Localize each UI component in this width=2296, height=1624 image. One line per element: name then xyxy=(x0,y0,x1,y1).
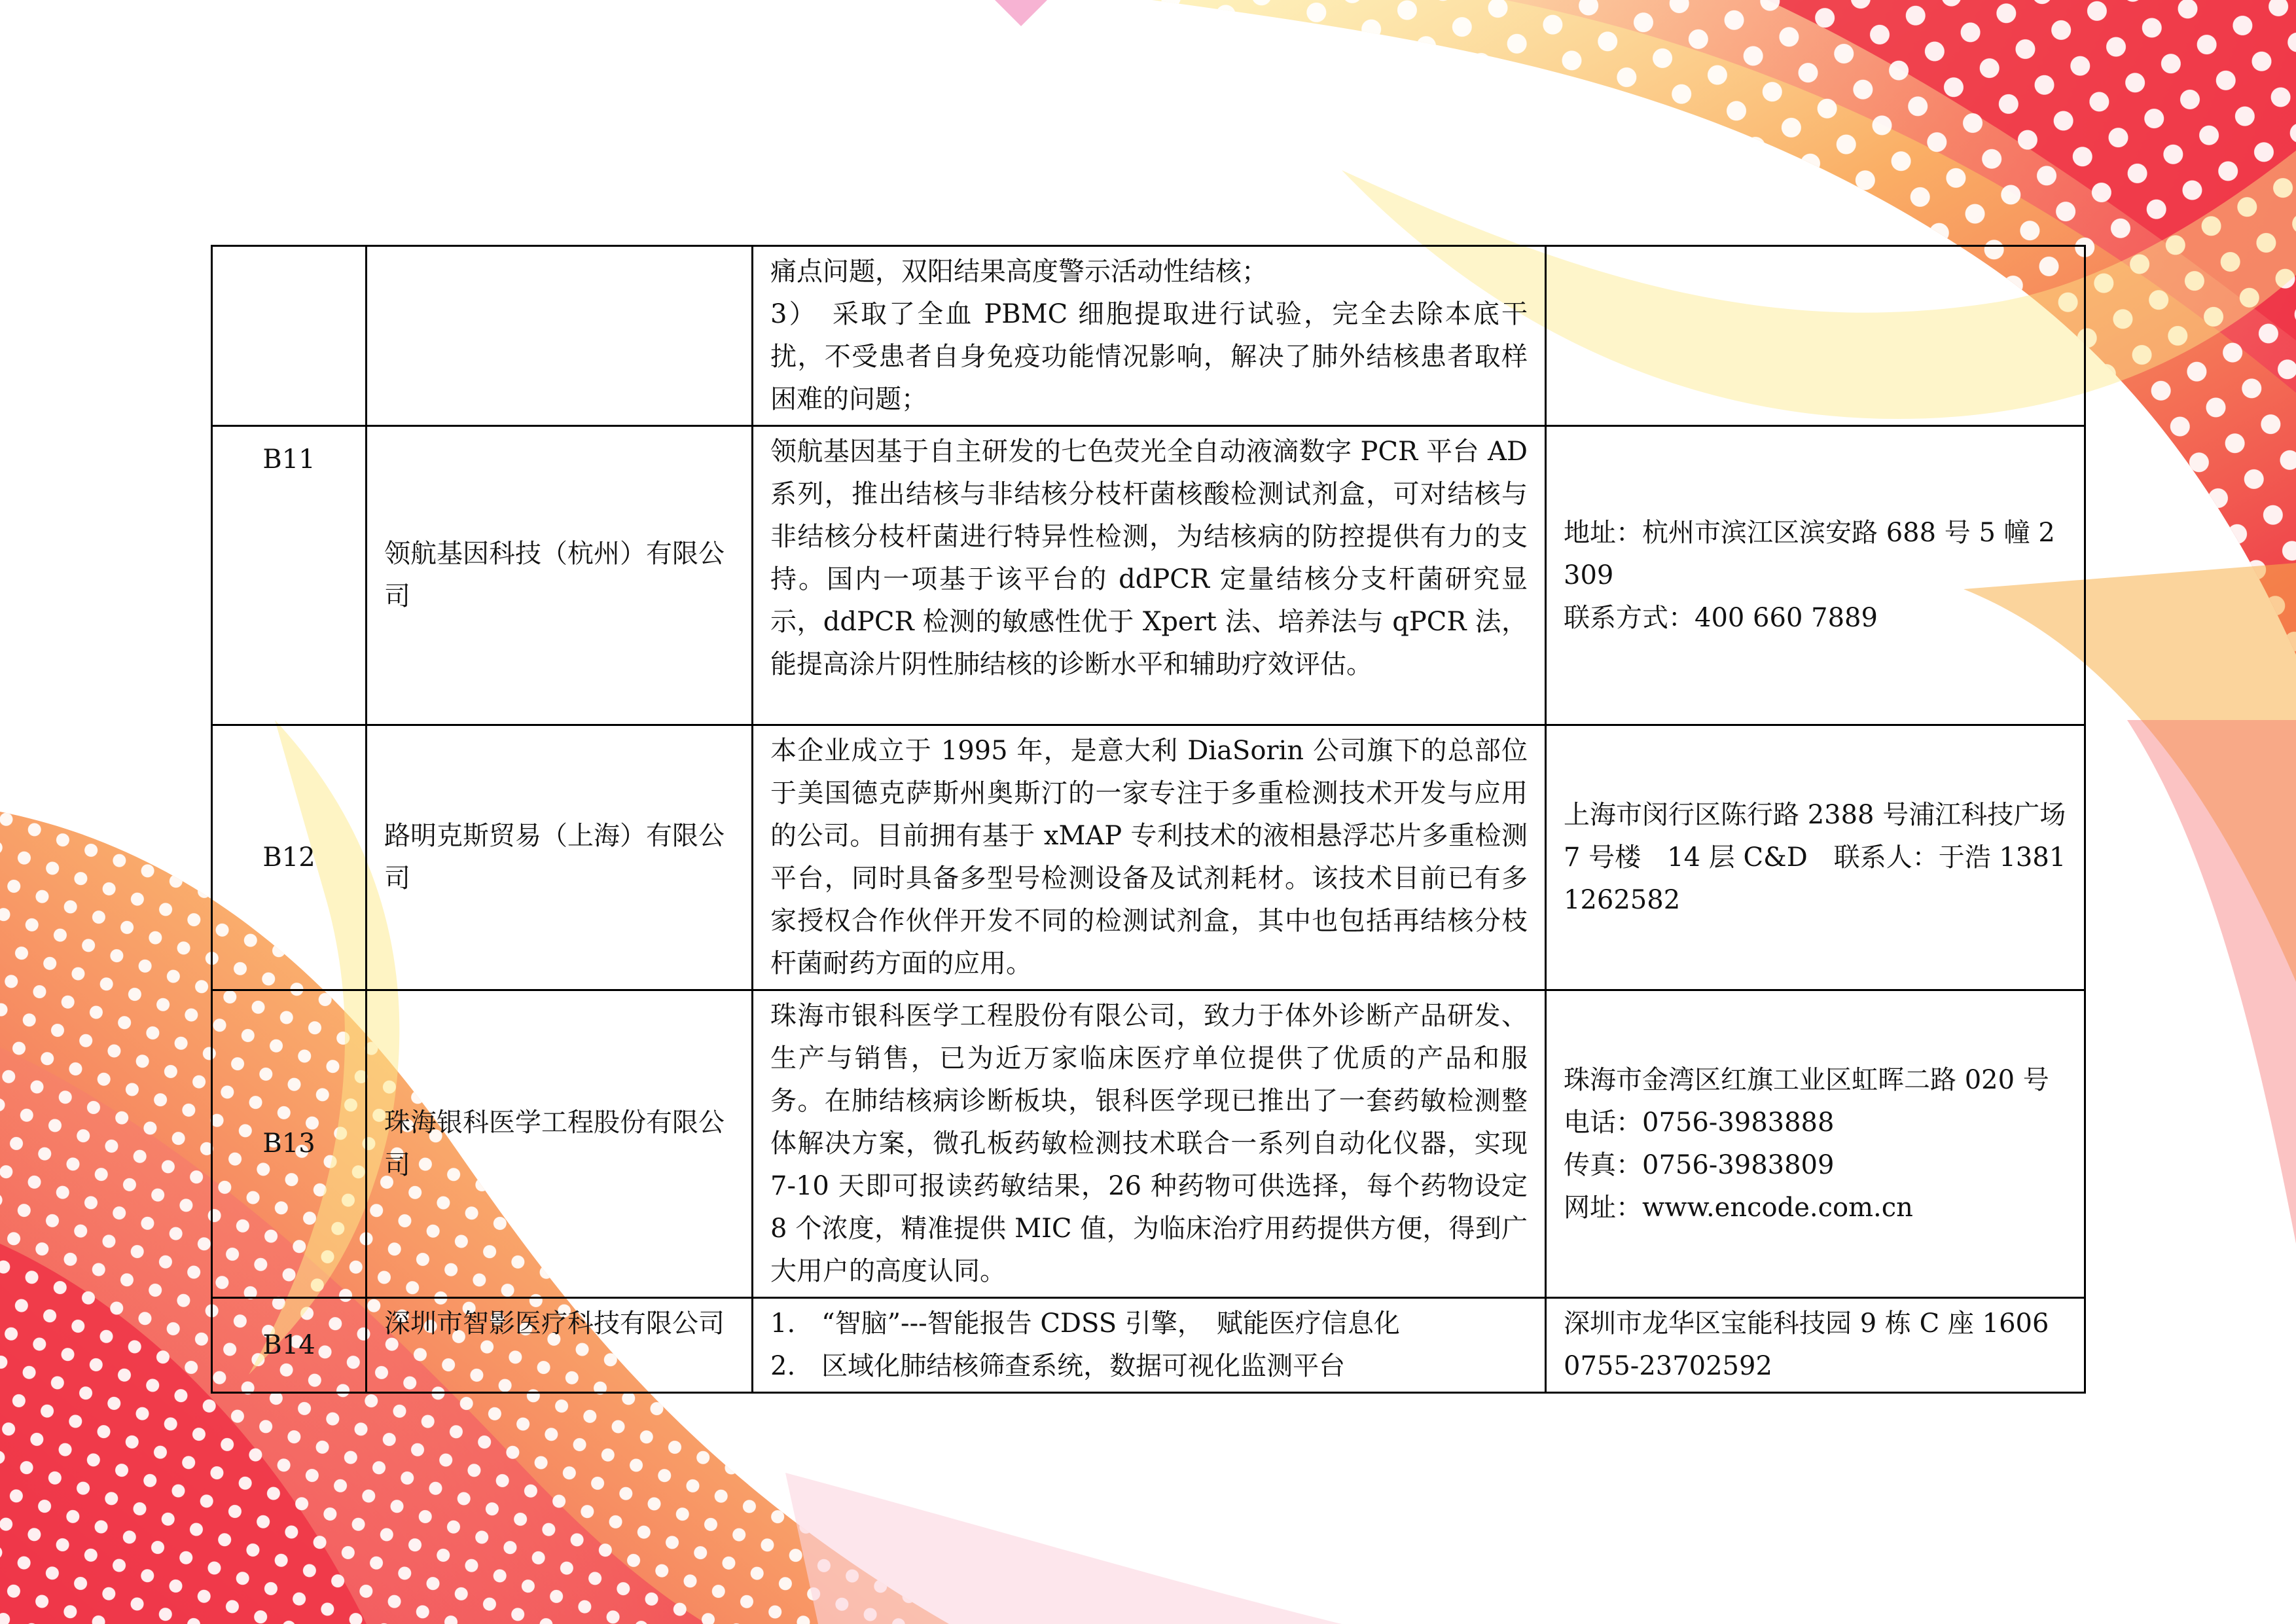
contact-address: 深圳市龙华区宝能科技园 9 栋 C 座 1606 xyxy=(1564,1308,2049,1339)
description-cell xyxy=(753,990,1546,1298)
booth-number: B11 xyxy=(262,444,315,475)
contact-cell xyxy=(1546,246,2085,426)
contact-address: 珠海市金湾区红旗工业区虹晖二路 020 号 xyxy=(1564,1064,2049,1095)
booth-cell xyxy=(212,246,367,426)
booth-number: B14 xyxy=(262,1329,315,1360)
table-row xyxy=(212,426,2085,725)
contact-cell xyxy=(1546,426,2085,725)
booth-cell xyxy=(212,725,367,990)
company-cell xyxy=(367,246,753,426)
booth-cell xyxy=(212,426,367,725)
table-row xyxy=(212,1298,2085,1393)
description-text: 1. “智脑”---智能报告 CDSS 引擎， 赋能医疗信息化 xyxy=(770,1308,1400,1339)
booth-cell xyxy=(212,1298,367,1393)
description-text: 3） 采取了全血 PBMC 细胞提取进行试验，完全去除本底干扰，不受患者自身免疫功能情况影响，解决了肺外结核患者取样困难的问题； xyxy=(770,299,1528,414)
contact-cell xyxy=(1546,1298,2085,1393)
booth-number: B13 xyxy=(262,1128,315,1159)
contact-address: 地址：杭州市滨江区滨安路 688 号 5 幢 2309 xyxy=(1564,517,2055,590)
company-name: 深圳市智影医疗科技有限公司 xyxy=(384,1308,725,1339)
company-cell xyxy=(367,725,753,990)
booth-cell xyxy=(212,990,367,1298)
contact-website: 网址：www.encode.com.cn xyxy=(1564,1192,1913,1223)
table-row xyxy=(212,725,2085,990)
contact-phone: 电话：0756-3983888 xyxy=(1564,1107,1835,1138)
table-row xyxy=(212,246,2085,426)
description-cell xyxy=(753,1298,1546,1393)
description-text: 领航基因基于自主研发的七色荧光全自动液滴数字 PCR 平台 AD 系列，推出结核与非结核分枝杆菌核酸检测试剂盒，可对结核与非结核分枝杆菌进行特异性检测，为结核病的防控提供有力的支持。国内一项基于该平台的 ddPCR 定量结核分支杆菌研究显示，ddPCR 检测的敏感性优于 Xpert 法、培养法与 qPCR 法，能提高涂片阴性肺结核的诊断水平和辅助疗效评估。 xyxy=(770,437,1528,679)
description-cell xyxy=(753,246,1546,426)
table-row xyxy=(212,990,2085,1298)
contact-phone: 联系方式：400 660 7889 xyxy=(1564,602,1878,633)
company-name: 路明克斯贸易（上海）有限公司 xyxy=(384,821,725,893)
company-name: 领航基因科技（杭州）有限公司 xyxy=(384,539,725,611)
company-cell xyxy=(367,426,753,725)
description-text: 珠海市银科医学工程股份有限公司，致力于体外诊断产品研发、生产与销售，已为近万家临床医疗单位提供了优质的产品和服务。在肺结核病诊断板块，银科医学现已推出了一套药敏检测整体解决方案，微孔板药敏检测技术联合一系列自动化仪器，实现 7-10 天即可报读药敏结果，26 种药物可供选择，每个药物设定 8 个浓度，精准提供 MIC 值，为临床治疗用药提供方便，得到广大用户的高度认同。 xyxy=(770,1001,1528,1286)
description-cell xyxy=(753,426,1546,725)
contact-fax: 传真：0756-3983809 xyxy=(1564,1149,1835,1180)
contact-phone: 0755-23702592 xyxy=(1564,1351,1772,1381)
contact-cell xyxy=(1546,725,2085,990)
contact-cell xyxy=(1546,990,2085,1298)
contact-address: 上海市闵行区陈行路 2388 号浦江科技广场 7 号楼 14 层 C&D 联系人：于浩 13811262582 xyxy=(1564,799,2066,915)
exhibitor-table xyxy=(211,245,2086,1394)
booth-number: B12 xyxy=(262,842,315,873)
company-cell xyxy=(367,990,753,1298)
description-text: 2. 区域化肺结核筛查系统，数据可视化监测平台 xyxy=(770,1351,1346,1381)
description-cell xyxy=(753,725,1546,990)
company-name: 珠海银科医学工程股份有限公司 xyxy=(384,1107,725,1180)
description-text: 本企业成立于 1995 年，是意大利 DiaSorin 公司旗下的总部位于美国德克萨斯州奥斯汀的一家专注于多重检测技术开发与应用的公司。目前拥有基于 xMAP 专利技术的液相悬浮芯片多重检测平台，同时具备多型号检测设备及试剂耗材。该技术目前已有多家授权合作伙伴开发不同的检测试剂盒，其中也包括再结核分枝杆菌耐药方面的应用。 xyxy=(770,736,1528,979)
company-cell xyxy=(367,1298,753,1393)
description-text: 痛点问题，双阳结果高度警示活动性结核； xyxy=(770,257,1268,287)
